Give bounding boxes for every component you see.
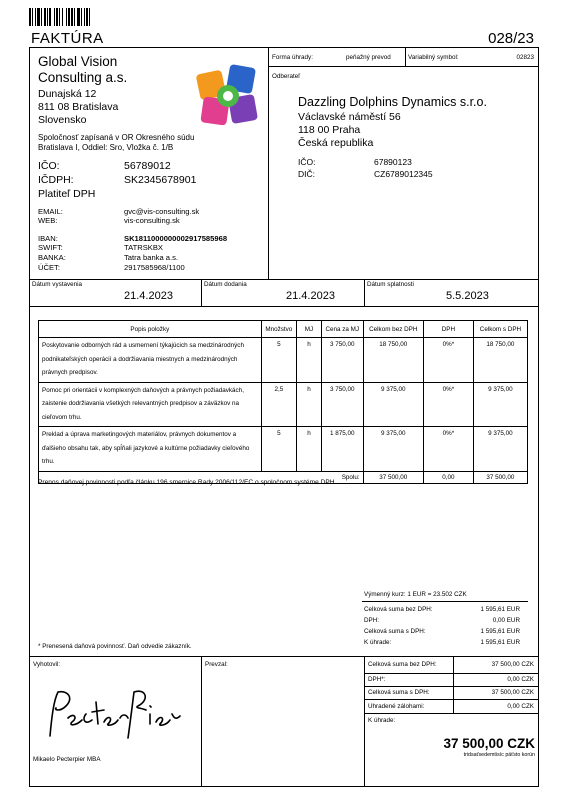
item-description: Pomoc pri orientácii v komplexných daňových a právnych požiadavkách, zaistenie dodržiavania všetkých relevantných predpisov a záväzkov na cieľovom trhu. (39, 382, 262, 427)
supplier-ico-label: IČO: (38, 160, 60, 172)
item-unit: h (297, 338, 322, 383)
issue-date-label: Dátum vystavenia (32, 281, 83, 288)
customer-dic-label: DIČ: (298, 169, 315, 179)
czk-net-value: 37 500,00 CZK (491, 661, 534, 668)
col-header-unit: MJ (297, 321, 322, 338)
col-header-net-total: Celkom bez DPH (363, 321, 423, 338)
item-gross-total: 9 375,00 (473, 427, 527, 472)
item-unit-price: 3 750,00 (321, 338, 363, 383)
email-value[interactable]: gvc@vis-consulting.sk (124, 207, 200, 216)
item-unit: h (297, 382, 322, 427)
supplier-street: Dunajská 12 (38, 88, 97, 100)
supplier-register-line1: Spoločnosť zapísaná v OR Okresného súdu (38, 133, 195, 142)
issued-by-label: Vyhotovil: (33, 661, 61, 668)
sum-gross: 37 500,00 (473, 471, 527, 483)
invoice-title: FAKTÚRA (31, 30, 104, 47)
eur-pay-value: 1 595,61 EUR (480, 639, 520, 646)
supplier-name-line1: Global Vision (38, 54, 118, 69)
czk-gross-value: 37 500,00 CZK (491, 689, 534, 696)
czk-advance-label: Uhradené zálohami: (368, 703, 425, 710)
customer-city: 118 00 Praha (298, 124, 361, 136)
variable-symbol-value: 02823 (516, 54, 534, 61)
web-label: WEB: (38, 216, 58, 225)
eur-net-value: 1 595,61 EUR (480, 606, 520, 613)
supplier-register-line2: Bratislava I, Oddiel: Sro, Vložka č. 1/B (38, 143, 174, 152)
divider (268, 47, 269, 279)
item-vat: 0%* (423, 338, 473, 383)
footnote: * Prenesená daňová povinnosť. Daň odvedie zákazník. (38, 643, 192, 650)
item-vat: 0%* (423, 382, 473, 427)
company-logo (194, 62, 262, 130)
customer-label: Odberateľ (272, 73, 301, 80)
item-unit-price: 1 875,00 (321, 427, 363, 472)
czk-vat-value: 0,00 CZK (507, 676, 534, 683)
barcode (29, 8, 119, 26)
due-date-value: 5.5.2023 (446, 290, 489, 302)
payment-form-value: peňažný prevod (346, 54, 391, 61)
col-header-unit-price: Cena za MJ (321, 321, 363, 338)
eur-vat-value: 0,00 EUR (492, 617, 520, 624)
customer-ico-label: IČO: (298, 157, 316, 167)
exchange-rate: Výmenný kurz: 1 EUR = 23.502 CZK (364, 591, 467, 598)
vat-payer-label: Platiteľ DPH (38, 188, 96, 200)
item-description: Poskytovanie odborných rád a usmernení týkajúcich sa medzinárodných podnikateľských operácií a dodržiavania miestnych a medzinárodných právnych predpisov. (39, 338, 262, 383)
item-gross-total: 18 750,00 (473, 338, 527, 383)
items-table (38, 320, 528, 484)
eur-net-label: Celková suma bez DPH: (364, 606, 433, 613)
customer-country: Česká republika (298, 137, 374, 149)
issue-date-value: 21.4.2023 (124, 290, 173, 302)
reverse-charge-note: Prenos daňovej povinnosti podľa článku 196 smernice Rady 2006/112/EC o spoločnom systéme DPH (38, 479, 335, 486)
iban-label: IBAN: (38, 234, 58, 243)
item-unit: h (297, 427, 322, 472)
item-quantity: 5 (261, 338, 296, 383)
supplier-name-line2: Consulting a.s. (38, 70, 128, 85)
item-gross-total: 9 375,00 (473, 382, 527, 427)
col-header-description: Popis položky (39, 321, 262, 338)
czk-net-label: Celková suma bez DPH: (368, 661, 437, 668)
col-header-gross-total: Celkom s DPH (473, 321, 527, 338)
divider (362, 601, 528, 602)
supplier-icdph-label: IČDPH: (38, 174, 74, 186)
divider (29, 306, 539, 307)
item-description: Preklad a úprava marketingových materiálov, právnych dokumentov a ďalšieho obsahu tak, aby spĺňali jazykové a kultúrne požiadavky cieľového trhu. (39, 427, 262, 472)
divider (201, 279, 202, 306)
item-unit-price: 3 750,00 (321, 382, 363, 427)
czk-gross-label: Celková suma s DPH: (368, 689, 430, 696)
item-quantity: 2,5 (261, 382, 296, 427)
item-quantity: 5 (261, 427, 296, 472)
czk-pay-label: K úhrade: (368, 717, 396, 724)
customer-name: Dazzling Dolphins Dynamics s.r.o. (298, 95, 487, 109)
supplier-icdph: SK2345678901 (124, 174, 197, 186)
supplier-ico: 56789012 (124, 160, 171, 172)
czk-pay-value: 37 500,00 CZK (443, 736, 535, 751)
col-header-quantity: Množstvo (261, 321, 296, 338)
sum-vat: 0,00 (423, 471, 473, 483)
issued-by-name: Mikaelo Pecterpier MBA (33, 756, 101, 763)
item-net-total: 9 375,00 (363, 427, 423, 472)
sum-label: Spolu: (39, 471, 364, 483)
customer-dic: CZ6789012345 (374, 169, 433, 179)
supplier-country: Slovensko (38, 114, 87, 126)
supplier-city: 811 08 Bratislava (38, 101, 119, 113)
account-value: 2917585968/1100 (124, 263, 185, 272)
item-net-total: 18 750,00 (363, 338, 423, 383)
swift-label: SWIFT: (38, 243, 63, 252)
divider (201, 656, 202, 787)
item-net-total: 9 375,00 (363, 382, 423, 427)
divider (29, 279, 539, 280)
variable-symbol-label: Variabilný symbol: (408, 54, 459, 61)
signature (38, 684, 188, 744)
bank-label: BANKA: (38, 253, 66, 262)
due-date-label: Dátum splatnosti (367, 281, 414, 288)
eur-pay-label: K úhrade: (364, 639, 392, 646)
sum-net: 37 500,00 (363, 471, 423, 483)
web-value[interactable]: vis-consulting.sk (124, 216, 180, 225)
eur-gross-label: Celková suma s DPH: (364, 628, 426, 635)
table-row (39, 338, 528, 383)
eur-vat-label: DPH: (364, 617, 380, 624)
col-header-vat: DPH (423, 321, 473, 338)
delivery-date-value: 21.4.2023 (286, 290, 335, 302)
bank-value: Tatra banka a.s. (124, 253, 179, 262)
table-row (39, 427, 528, 472)
czk-vat-label: DPH*: (368, 676, 386, 683)
email-label: EMAIL: (38, 207, 63, 216)
table-header-row (39, 321, 528, 338)
czk-advance-value: 0,00 CZK (507, 703, 534, 710)
totals-box (364, 656, 539, 787)
payment-form-label: Forma úhrady: (272, 54, 313, 61)
customer-ico: 67890123 (374, 157, 412, 167)
customer-street: Václavské náměstí 56 (298, 111, 401, 123)
invoice-number: 028/23 (488, 30, 534, 47)
account-label: ÚČET: (38, 263, 60, 272)
delivery-date-label: Dátum dodania (204, 281, 247, 288)
table-row (39, 382, 528, 427)
item-vat: 0%* (423, 427, 473, 472)
divider (364, 279, 365, 306)
divider (268, 66, 539, 67)
czk-pay-words: tridsaťsedemtisíc päťsto korún (463, 752, 535, 758)
iban-value: SK1811000000002917585968 (124, 234, 228, 243)
swift-value: TATRSKBX (124, 243, 163, 252)
divider (405, 47, 406, 67)
received-by-label: Prevzal: (205, 661, 228, 668)
eur-gross-value: 1 595,61 EUR (480, 628, 520, 635)
